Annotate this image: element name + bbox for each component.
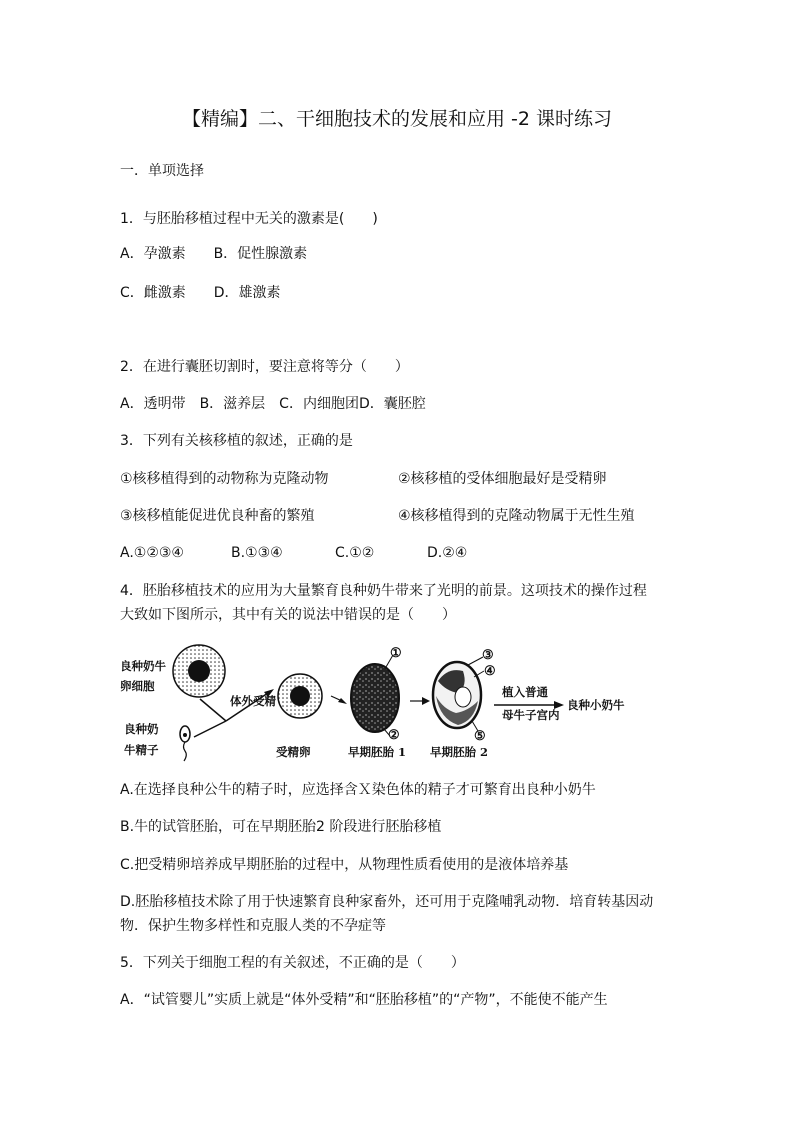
marker-2: ②: [388, 728, 400, 743]
egg-cell-icon: [173, 645, 225, 697]
early-embryo-1-label: 早期胚胎 1: [348, 745, 407, 759]
question-3-statement-3: ③核移植能促进优良种畜的繁殖: [120, 508, 315, 524]
egg-label-line-1: 良种奶牛: [120, 659, 166, 673]
marker-5: ⑤: [474, 729, 486, 744]
marker-4: ④: [484, 664, 496, 679]
sperm-label-line-1: 良种奶: [124, 722, 159, 736]
egg-label-line-2: 卵细胞: [120, 679, 155, 693]
question-3-option-c: C.①②: [335, 545, 375, 561]
question-4-stem-line-2: 大致如下图所示，其中有关的说法中错误的是（ ）: [120, 607, 456, 623]
implant-label-line-1: 植入普通: [502, 685, 548, 699]
question-2-stem: 2．在进行囊胚切割时，要注意将等分（ ）: [120, 359, 409, 375]
ivf-label: 体外受精: [230, 694, 276, 708]
section-heading: 一．单项选择: [120, 163, 204, 179]
question-1-options-cd: C．雌激素 D．雄激素: [120, 285, 281, 301]
question-3-statement-1: ①核移植得到的动物称为克隆动物: [120, 471, 329, 487]
question-4-option-d-line-1: D.胚胎移植技术除了用于快速繁育良种家畜外，还可用于克隆哺乳动物．培育转基因动: [120, 894, 654, 910]
question-5-option-a: A．“试管婴儿”实质上就是“体外受精”和“胚胎移植”的“产物”，不能使不能产生: [120, 992, 608, 1008]
marker-3: ③: [482, 648, 494, 663]
question-4-option-d-line-2: 物．保护生物多样性和克服人类的不孕症等: [120, 918, 386, 934]
question-3-option-d: D.②④: [427, 545, 468, 561]
question-3-statement-4: ④核移植得到的克隆动物属于无性生殖: [398, 508, 635, 524]
question-3-stem: 3．下列有关核移植的叙述，正确的是: [120, 433, 353, 449]
question-4-option-b: B.牛的试管胚胎，可在早期胚胎2 阶段进行胚胎移植: [120, 819, 442, 835]
calf-label: 良种小奶牛: [567, 698, 625, 712]
marker-1: ①: [390, 646, 402, 661]
question-3-option-a: A.①②③④: [120, 545, 184, 561]
question-4-option-a: A.在选择良种公牛的精子时，应选择含Ｘ染色体的精子才可繁育出良种小奶牛: [120, 782, 596, 798]
question-1-stem: 1．与胚胎移植过程中无关的激素是( ): [120, 211, 378, 227]
question-5-stem: 5．下列关于细胞工程的有关叙述，不正确的是（ ）: [120, 955, 465, 971]
embryo-transfer-diagram: [118, 641, 678, 766]
question-1-options-ab: A．孕激素 B．促性腺激素: [120, 246, 308, 262]
question-3-statement-2: ②核移植的受体细胞最好是受精卵: [398, 471, 607, 487]
question-4-option-c: C.把受精卵培养成早期胚胎的过程中，从物理性质看使用的是液体培养基: [120, 857, 569, 873]
implant-label-line-2: 母牛子宫内: [502, 708, 560, 722]
early-embryo-1-icon: [351, 655, 399, 736]
sperm-label-line-2: 牛精子: [124, 743, 159, 757]
question-2-options: A．透明带 B．滋养层 C．内细胞团D．囊胚腔: [120, 396, 426, 412]
page-title: 【精编】二、干细胞技术的发展和应用 -2 课时练习: [181, 108, 613, 130]
zygote-label: 受精卵: [276, 745, 311, 759]
question-3-option-b: B.①③④: [231, 545, 283, 561]
early-embryo-2-icon: [433, 657, 484, 731]
sperm-icon: [180, 726, 190, 761]
early-embryo-2-label: 早期胚胎 2: [430, 745, 489, 759]
question-4-stem-line-1: 4．胚胎移植技术的应用为大量繁育良种奶牛带来了光明的前景。这项技术的操作过程: [120, 583, 647, 599]
zygote-icon: [278, 674, 322, 718]
